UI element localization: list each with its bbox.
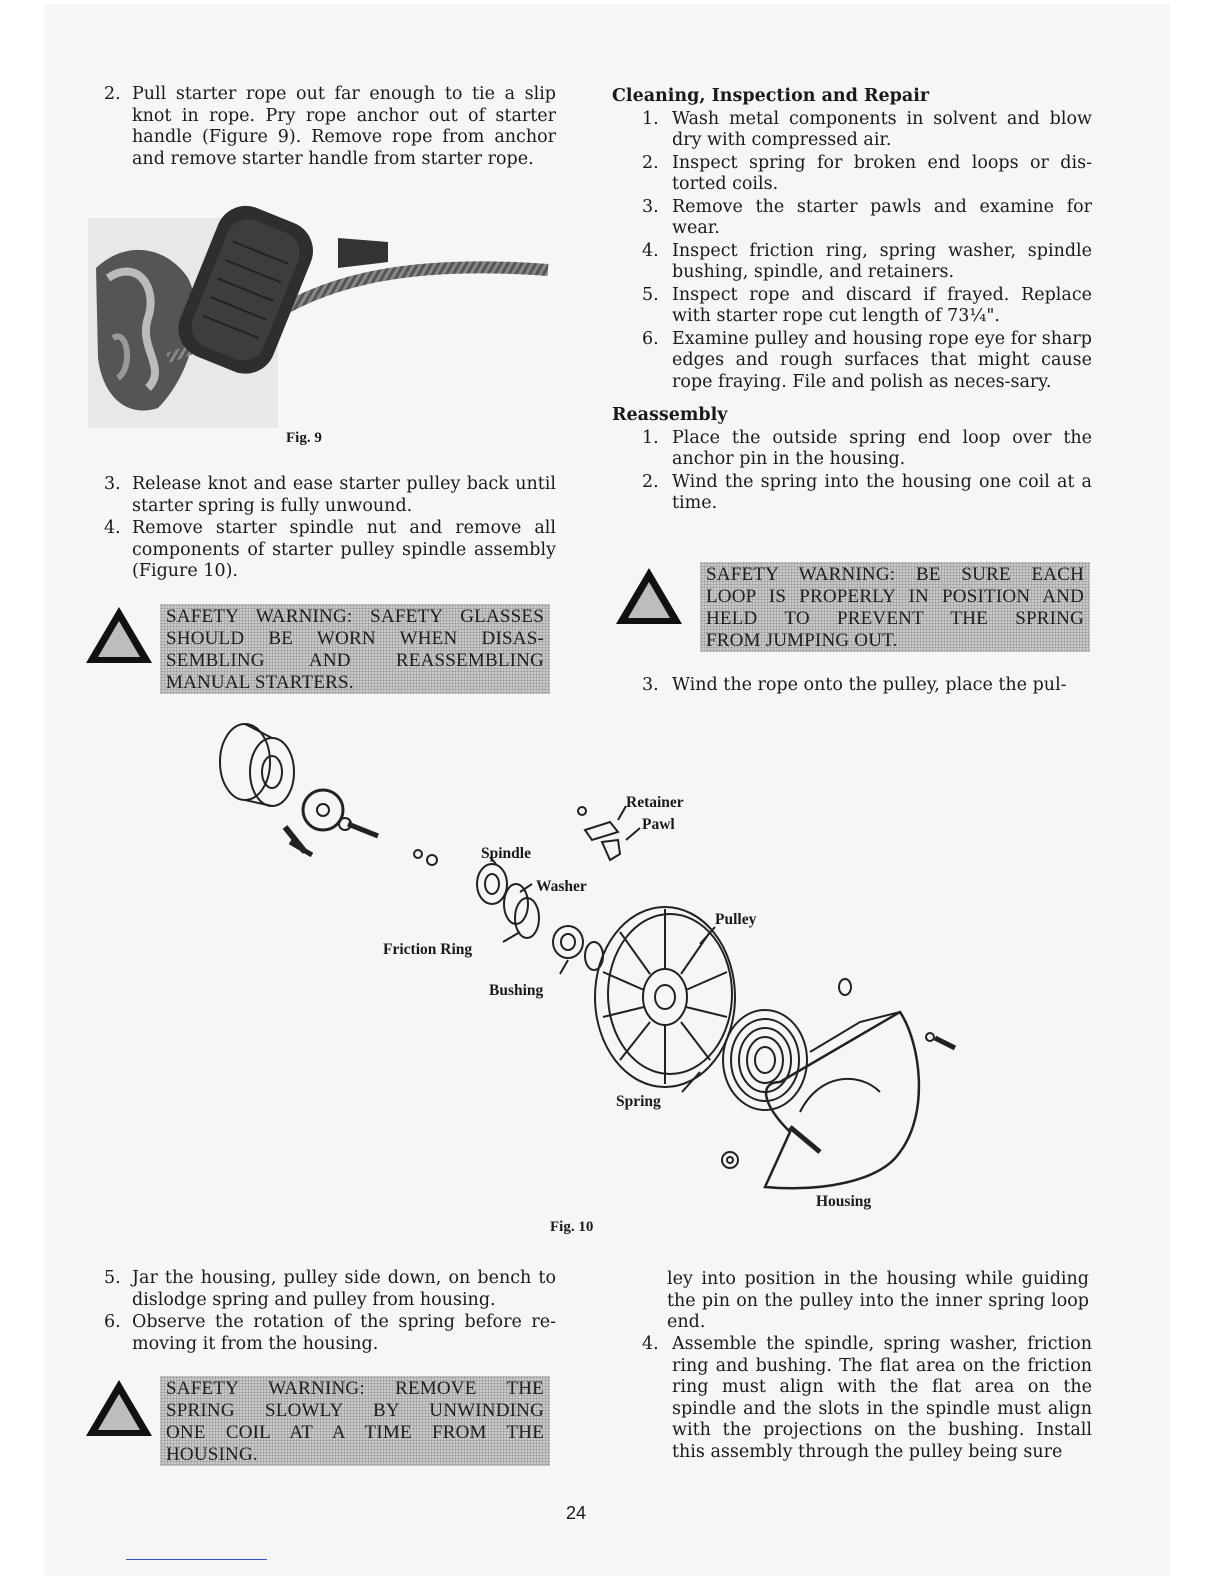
bottom-underline [126, 1559, 267, 1560]
step-number: 2. [642, 152, 659, 173]
step-number: 5. [104, 1268, 121, 1288]
step-3 [104, 474, 556, 517]
label-friction-ring: Friction Ring [383, 941, 473, 958]
label-washer: Washer [536, 878, 587, 895]
reassembly-step [642, 472, 1092, 515]
step-number: 3. [104, 474, 121, 494]
left-steps-bottom [104, 1268, 556, 1356]
figure-9-caption: Fig. 9 [286, 430, 322, 446]
step-text: Inspect rope and discard if frayed. Replace with starter rope cut length of 73¼". [672, 284, 1092, 326]
reassembly-step [642, 1334, 1092, 1463]
reassembly-step [642, 428, 1092, 471]
warning-line: HELD TO PREVENT THE SPRING [706, 608, 1084, 629]
step-2 [104, 84, 556, 170]
label-spring: Spring [616, 1093, 661, 1110]
figure-10-exploded-starter-diagram [200, 712, 1000, 1212]
step-number: 1. [642, 427, 659, 448]
safety-warning-spring-loop [700, 562, 1090, 652]
cleaning-step [642, 197, 1092, 240]
step-4 [104, 518, 556, 583]
step-6 [104, 1312, 556, 1355]
label-spindle: Spindle [481, 845, 531, 862]
reassembly-step [642, 675, 1092, 697]
step-text: Wash metal components in solvent and blow dry with compressed air. [672, 108, 1092, 150]
safety-warning-spring-removal [160, 1376, 550, 1466]
left-steps-mid [104, 474, 556, 584]
step-text: Assemble the spindle, spring washer, friction ring and bushing. The flat area on the friction ring must align with the flat area on the spindle and the slots in the spindle must align with the projections on the bushing. Install this assembly through the pulley being sure [672, 1334, 1092, 1462]
warning-line: HOUSING. [166, 1444, 258, 1465]
step-text: Inspect friction ring, spring washer, spindle bushing, spindle, and retainers. [672, 240, 1092, 282]
step-text: Place the outside spring end loop over the anchor pin in the housing. [672, 427, 1092, 469]
safety-warning-glasses [160, 604, 550, 694]
step-number: 4. [642, 240, 659, 261]
step-text: Observe the rotation of the spring before re-moving it from the housing. [132, 1312, 556, 1354]
step-number: 4. [642, 1334, 659, 1354]
reassembly-step-4 [612, 1334, 1092, 1464]
warning-line: SAFETY WARNING: SAFETY GLASSES [166, 606, 544, 627]
warning-line: SPRING SLOWLY BY UNWINDING [166, 1400, 544, 1421]
cleaning-heading: Cleaning, Inspection and Repair [612, 86, 930, 106]
cleaning-step [642, 329, 1092, 394]
warning-line: ONE COIL AT A TIME FROM THE [166, 1422, 544, 1443]
step-number: 2. [104, 84, 121, 104]
warning-line: SHOULD BE WORN WHEN DISAS- [166, 628, 544, 649]
step-5 [104, 1268, 556, 1311]
page-number: 24 [566, 1503, 587, 1523]
cleaning-step [642, 241, 1092, 284]
cleaning-step [642, 153, 1092, 196]
warning-line: SAFETY WARNING: BE SURE EACH [706, 564, 1084, 585]
left-steps-top [104, 84, 556, 171]
step-text: Wind the rope onto the pulley, place the pul- [672, 675, 1067, 695]
label-pulley: Pulley [715, 911, 757, 928]
step-text: Remove starter spindle nut and remove all components of starter pulley spindle assembly (Figure 10). [132, 518, 556, 581]
figure-10-caption: Fig. 10 [550, 1219, 594, 1235]
step-text: Wind the spring into the housing one coil at a time. [672, 471, 1092, 513]
warning-triangle-icon [84, 605, 154, 665]
step-text: Jar the housing, pulley side down, on bench to dislodge spring and pulley from housing. [132, 1268, 556, 1310]
step-number: 6. [104, 1312, 121, 1332]
warning-line: MANUAL STARTERS. [166, 672, 354, 693]
step-text: Remove the starter pawls and examine for wear. [672, 196, 1092, 238]
step-text: Inspect spring for broken end loops or dis-torted coils. [672, 152, 1092, 194]
step-text: Release knot and ease starter pulley back until starter spring is fully unwound. [132, 474, 556, 516]
reassembly-step-3-continued: ley into position in the housing while guiding the pin on the pulley into the inner spring loop end. [667, 1269, 1089, 1332]
reassembly-step-3-start [612, 675, 1092, 698]
warning-line: LOOP IS PROPERLY IN POSITION AND [706, 586, 1084, 607]
reassembly-heading: Reassembly [612, 405, 728, 425]
warning-line: SEMBLING AND REASSEMBLING [166, 650, 544, 671]
warning-triangle-icon [614, 566, 684, 626]
label-housing: Housing [816, 1193, 872, 1210]
cleaning-step [642, 285, 1092, 328]
label-bushing: Bushing [489, 982, 544, 999]
step-number: 2. [642, 471, 659, 492]
label-pawl: Pawl [642, 816, 675, 833]
warning-triangle-icon [84, 1378, 154, 1438]
warning-line: SAFETY WARNING: REMOVE THE [166, 1378, 544, 1399]
step-number: 3. [642, 675, 659, 695]
step-number: 4. [104, 518, 121, 538]
cleaning-step [642, 109, 1092, 152]
step-number: 6. [642, 328, 659, 349]
step-number: 3. [642, 196, 659, 217]
step-number: 1. [642, 108, 659, 129]
right-column-top [612, 86, 1092, 516]
warning-line: FROM JUMPING OUT. [706, 630, 898, 651]
step-number: 5. [642, 284, 659, 305]
step-text: Examine pulley and housing rope eye for sharp edges and rough surfaces that might cause rope fraying. File and polish as neces-sary. [672, 328, 1092, 392]
figure-9-starter-handle-illustration [88, 178, 558, 428]
step-text: Pull starter rope out far enough to tie a slip knot in rope. Pry rope anchor out of starter handle (Figure 9). Remove rope from anchor and remove starter handle from starter rope. [132, 84, 556, 169]
label-retainer: Retainer [626, 794, 684, 811]
